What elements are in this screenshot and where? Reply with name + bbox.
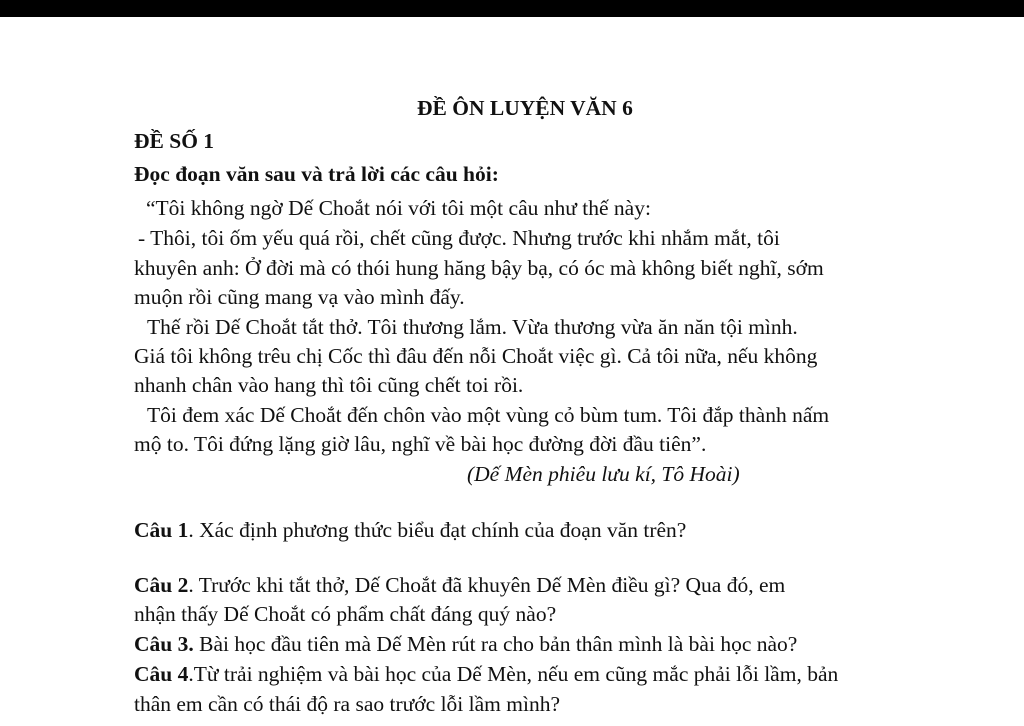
- passage-line: muộn rồi cũng mang vạ vào mình đấy.: [134, 285, 465, 309]
- question-2-continued: nhận thấy Dế Choắt có phẩm chất đáng quý nào?: [134, 602, 557, 626]
- document-title: ĐỀ ÔN LUYỆN VĂN 6: [417, 96, 633, 120]
- question-4: [134, 662, 838, 687]
- exam-number: ĐỀ SỐ 1: [134, 129, 215, 153]
- question-2: [134, 573, 785, 598]
- question-text: . Xác định phương thức biểu đạt chính của đoạn văn trên?: [188, 518, 687, 542]
- question-1: [134, 518, 686, 543]
- instruction: Đọc đoạn văn sau và trả lời các câu hỏi:: [134, 162, 499, 186]
- question-text: .Từ trải nghiệm và bài học của Dế Mèn, nếu em cũng mắc phải lỗi lầm, bản: [188, 662, 839, 686]
- passage-line: mộ to. Tôi đứng lặng giờ lâu, nghĩ về bài học đường đời đầu tiên”.: [134, 432, 707, 456]
- passage-line: - Thôi, tôi ốm yếu quá rồi, chết cũng được. Nhưng trước khi nhắm mắt, tôi: [138, 226, 780, 250]
- question-3: [134, 632, 797, 657]
- passage-line: “Tôi không ngờ Dế Choắt nói với tôi một câu như thế này:: [146, 196, 651, 220]
- passage-line: nhanh chân vào hang thì tôi cũng chết toi rồi.: [134, 373, 524, 397]
- passage-line: Giá tôi không trêu chị Cốc thì đâu đến nỗi Choắt việc gì. Cả tôi nữa, nếu không: [134, 344, 818, 368]
- passage-line: Tôi đem xác Dế Choắt đến chôn vào một vùng cỏ bùm tum. Tôi đắp thành nấm: [147, 403, 830, 427]
- question-text: . Trước khi tắt thở, Dế Choắt đã khuyên Dế Mèn điều gì? Qua đó, em: [188, 573, 786, 597]
- question-label: Câu 4: [134, 662, 189, 686]
- question-text: Bài học đầu tiên mà Dế Mèn rút ra cho bản thân mình là bài học nào?: [193, 632, 798, 656]
- question-label: Câu 1: [134, 518, 189, 542]
- question-label: Câu 3.: [134, 632, 194, 656]
- passage-line: Thế rồi Dế Choắt tắt thở. Tôi thương lắm. Vừa thương vừa ăn năn tội mình.: [147, 315, 798, 339]
- passage-line: khuyên anh: Ở đời mà có thói hung hăng bậy bạ, có óc mà không biết nghĩ, sớm: [134, 256, 824, 280]
- question-label: Câu 2: [134, 573, 189, 597]
- question-4-continued: thân em cần có thái độ ra sao trước lỗi lầm mình?: [134, 692, 561, 716]
- passage-source: (Dế Mèn phiêu lưu kí, Tô Hoài): [467, 462, 740, 486]
